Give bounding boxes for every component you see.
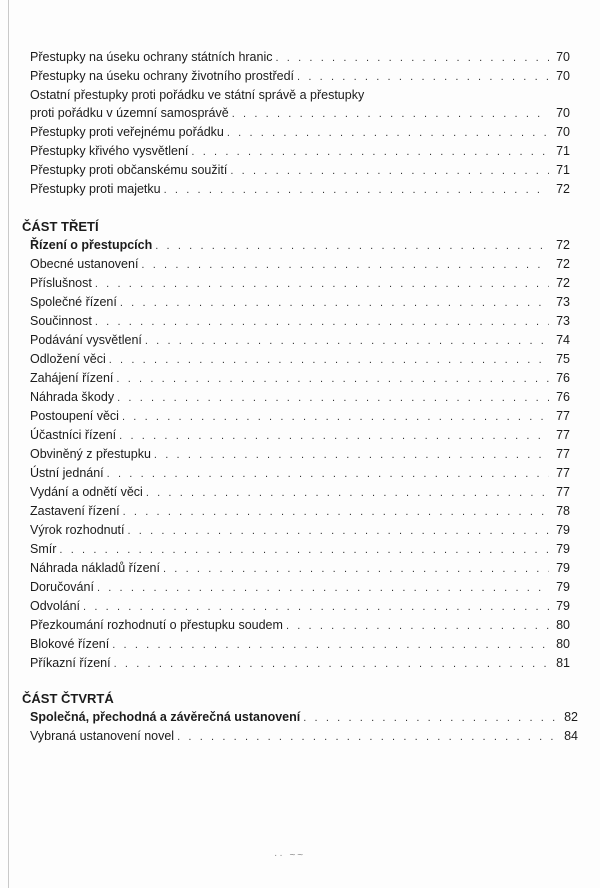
toc-entry-page: 70 [556, 125, 570, 139]
toc-entry[interactable] [30, 654, 570, 672]
toc-entry-page: 72 [556, 257, 570, 271]
toc-entry[interactable] [30, 483, 570, 501]
toc-entry-page: 73 [556, 314, 570, 328]
toc-entry-title: Postoupení věci [30, 409, 119, 423]
toc-entry-title: Přestupky na úseku ochrany státních hranic [30, 50, 273, 64]
toc-entry-title: Součinnost [30, 314, 92, 328]
toc-entry[interactable] [30, 142, 570, 160]
dot-leader [95, 313, 549, 331]
toc-entry[interactable] [30, 559, 570, 577]
dot-leader [114, 655, 549, 673]
toc-entry[interactable] [30, 578, 570, 596]
toc-entry[interactable] [30, 255, 570, 273]
toc-chapter-page: 82 [564, 710, 578, 724]
dot-leader [303, 709, 557, 727]
toc-entry-title: Účastníci řízení [30, 428, 117, 442]
toc-entry-title: Společné řízení [30, 295, 117, 309]
toc-entry-page: 81 [556, 656, 570, 670]
dot-leader [128, 522, 550, 540]
dot-leader [83, 598, 549, 616]
toc-chapter[interactable] [30, 708, 578, 726]
dot-leader [123, 503, 549, 521]
dot-leader [120, 294, 549, 312]
dot-leader [112, 636, 549, 654]
toc-entry-page: 77 [556, 428, 570, 442]
toc-entry[interactable] [30, 293, 570, 311]
dot-leader [230, 162, 549, 180]
toc-entry-title: Obviněný z přestupku [30, 447, 151, 461]
toc-entry[interactable] [30, 407, 570, 425]
toc-entry-page: 77 [556, 466, 570, 480]
dot-leader [227, 124, 549, 142]
dot-leader [163, 560, 549, 578]
toc-entry-title: Výrok rozhodnutí [30, 523, 125, 537]
toc-entry[interactable] [30, 464, 570, 482]
toc-entry-page: 77 [556, 447, 570, 461]
toc-entry-title: Podávání vysvětlení [30, 333, 142, 347]
toc-entry-page: 73 [556, 295, 570, 309]
toc-entry-page: 78 [556, 504, 570, 518]
toc-entry-title: Náhrada nákladů řízení [30, 561, 160, 575]
toc-entry[interactable] [30, 616, 570, 634]
dot-leader [191, 143, 549, 161]
toc-entry-title: Náhrada škody [30, 390, 115, 404]
toc-entry-page: 72 [556, 182, 570, 196]
dot-leader [141, 256, 549, 274]
toc-entry-title: Ostatní přestupky proti pořádku ve státní správě a přestupky [30, 88, 365, 102]
toc-entry-page: 79 [556, 523, 570, 537]
toc-chapter-title: Společná, přechodná a závěrečná ustanovení [30, 710, 301, 724]
toc-entry-title: proti pořádku v územní samosprávě [30, 106, 229, 120]
toc-entry-page: 70 [556, 106, 570, 120]
toc-entry-page: 74 [556, 333, 570, 347]
toc-entry[interactable] [30, 180, 570, 198]
toc-entry-page: 70 [556, 50, 570, 64]
dot-leader [297, 68, 549, 86]
toc-entry[interactable] [30, 369, 570, 387]
dot-leader [177, 728, 557, 746]
toc-entry[interactable] [30, 426, 570, 444]
toc-entry-page: 79 [556, 580, 570, 594]
toc-entry-title: Přestupky proti majetku [30, 182, 161, 196]
toc-entry-page: 75 [556, 352, 570, 366]
toc-entry[interactable] [30, 502, 570, 520]
toc-entry-page: 80 [556, 637, 570, 651]
dot-leader [59, 541, 549, 559]
toc-entry[interactable] [30, 274, 570, 292]
toc-entry[interactable] [30, 123, 570, 141]
toc-entry-page: 77 [556, 409, 570, 423]
toc-entry-title: Ústní jednání [30, 466, 104, 480]
toc-entry[interactable] [30, 727, 578, 745]
toc-entry-title: Přestupky proti veřejnému pořádku [30, 125, 224, 139]
dot-leader [97, 579, 549, 597]
toc-entry-page: 79 [556, 542, 570, 556]
toc-entry-page: 72 [556, 276, 570, 290]
toc-entry[interactable] [30, 540, 570, 558]
dot-leader [109, 351, 549, 369]
toc-entry[interactable] [30, 48, 570, 66]
toc-entry-page: 71 [556, 163, 570, 177]
dot-leader [155, 237, 549, 255]
toc-entry-page: 71 [556, 144, 570, 158]
toc-entry[interactable] [30, 104, 570, 122]
dot-leader [146, 484, 549, 502]
part-heading: ČÁST ČTVRTÁ [22, 691, 114, 706]
toc-entry-title: Přezkoumání rozhodnutí o přestupku soudem [30, 618, 283, 632]
dot-leader [276, 49, 550, 67]
dot-leader [145, 332, 549, 350]
toc-entry-page: 79 [556, 561, 570, 575]
toc-entry-title: Příkazní řízení [30, 656, 111, 670]
toc-entry-page: 76 [556, 371, 570, 385]
toc-entry-page: 79 [556, 599, 570, 613]
toc-entry[interactable] [30, 521, 570, 539]
toc-entry[interactable] [30, 350, 570, 368]
toc-entry-title: Doručování [30, 580, 94, 594]
toc-entry-page: 80 [556, 618, 570, 632]
dot-leader [116, 370, 549, 388]
scan-smudge: ·· ~~ [274, 850, 306, 861]
toc-entry[interactable] [30, 67, 570, 85]
dot-leader [286, 617, 549, 635]
toc-entry-title: Přestupky na úseku ochrany životního prostředí [30, 69, 295, 83]
toc-entry-title: Přestupky křivého vysvětlení [30, 144, 189, 158]
toc-entry-title: Odložení věci [30, 352, 106, 366]
part-heading: ČÁST TŘETÍ [22, 219, 99, 234]
toc-entry-title: Přestupky proti občanskému soužití [30, 163, 228, 177]
toc-entry-title: Odvolání [30, 599, 81, 613]
toc-entry-title: Vydání a odnětí věci [30, 485, 143, 499]
toc-entry-page: 84 [564, 729, 578, 743]
dot-leader [122, 408, 549, 426]
toc-entry[interactable] [30, 312, 570, 330]
dot-leader [117, 389, 549, 407]
toc-entry-title: Blokové řízení [30, 637, 110, 651]
toc-entry-title: Smír [30, 542, 57, 556]
dot-leader [154, 446, 549, 464]
toc-entry-title: Zastavení řízení [30, 504, 120, 518]
dot-leader [232, 105, 549, 123]
toc-entry[interactable] [30, 635, 570, 653]
toc-chapter[interactable] [30, 236, 570, 254]
dot-leader [119, 427, 549, 445]
toc-entry-page: 76 [556, 390, 570, 404]
toc-entry-title: Obecné ustanovení [30, 257, 139, 271]
toc-chapter-page: 72 [556, 238, 570, 252]
toc-entry[interactable] [30, 161, 570, 179]
toc-entry-title: Vybraná ustanovení novel [30, 729, 175, 743]
toc-entry-page: 77 [556, 485, 570, 499]
dot-leader [107, 465, 549, 483]
toc-entry[interactable] [30, 597, 570, 615]
dot-leader [164, 181, 549, 199]
toc-entry[interactable] [30, 388, 570, 406]
toc-chapter-title: Řízení o přestupcích [30, 238, 153, 252]
toc-entry[interactable] [30, 331, 570, 349]
toc-entry-title: Příslušnost [30, 276, 92, 290]
dot-leader [95, 275, 549, 293]
toc-entry-title: Zahájení řízení [30, 371, 114, 385]
toc-entry-first-line[interactable] [30, 86, 570, 104]
toc-entry[interactable] [30, 445, 570, 463]
toc-entry-page: 70 [556, 69, 570, 83]
